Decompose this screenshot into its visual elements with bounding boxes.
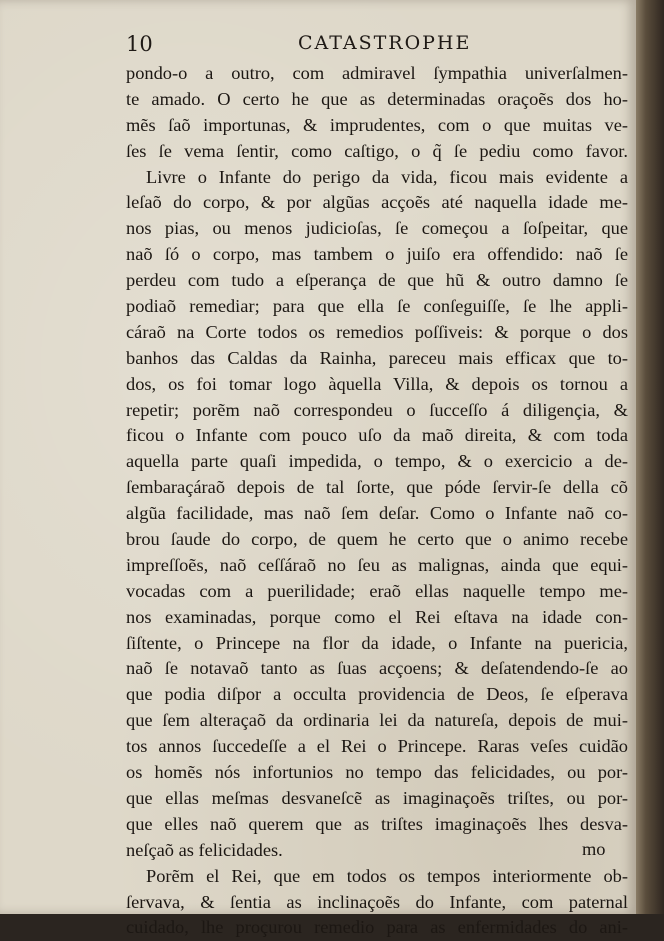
text-line: naõ ſe notavaõ tanto as ſuas acçoens; & deſatendendo-ſe ao xyxy=(126,658,628,679)
text-line: brou ſaude do corpo, de quem he certo que o animo recebe xyxy=(126,529,628,550)
text-line: mẽs ſaõ importunas, & imprudentes, com o que muitas ve- xyxy=(126,114,628,135)
text-line: leſaõ do corpo, & por algũas acçoẽs até naquella idade me- xyxy=(126,192,628,213)
text-line: que elles naõ querem que as triſtes imaginaçoẽs lhes desva- xyxy=(126,813,628,834)
text-line: repetir; porẽm naõ correspondeu o ſucceſſo á diligençia, & xyxy=(126,399,628,420)
text-line: dos, os foi tomar logo àquella Villa, & depois os tornou a xyxy=(126,373,628,394)
text-line: te amado. O certo he que as determinadas oraçoẽs dos ho- xyxy=(126,88,628,109)
text-line: cuidado, lhe proçurou remedio para as enfermidades do ani- xyxy=(126,917,628,938)
body-text xyxy=(126,61,628,941)
text-line: ſiſtente, o Princepe na flor da idade, o Infante na puericia, xyxy=(126,632,628,653)
text-line: naõ ſó o corpo, mas tambem o juiſo era offendido: naõ ſe xyxy=(126,244,628,265)
running-title: CATASTROPHE xyxy=(298,32,472,54)
page-number: 10 xyxy=(126,32,153,56)
text-line: Livre o Infante do perigo da vida, ficou mais evidente a xyxy=(146,166,628,187)
catchword: mo xyxy=(582,839,606,859)
text-line: que podia diſpor a occulta providencia de Deos, ſe eſperava xyxy=(126,684,628,705)
text-line: ficou o Infante com pouco uſo da maõ direita, & com toda xyxy=(126,425,628,446)
text-line: impreſſoẽs, naõ ceſſáraõ no ſeu as malignas, ainda que equi- xyxy=(126,554,628,575)
text-line: nos examinadas, porque como el Rei eſtava na idade con- xyxy=(126,606,628,627)
text-line: nos pias, ou menos judicioſas, ſe começou a ſoſpeitar, que xyxy=(126,218,628,239)
text-line: podiaõ remediar; para que ella ſe conſeguiſſe, ſe lhe appli- xyxy=(126,296,628,317)
text-line: aquella parte quaſi impedida, o tempo, & o exercicio a de- xyxy=(126,451,628,472)
text-line: ſembaraçáraõ depois de tal ſorte, que póde ſervir-ſe della cõ xyxy=(126,477,628,498)
text-line: que ſem alteraçaõ da ordinaria lei da natureſa, depois de mui- xyxy=(126,710,628,731)
text-line: ſervava, & ſentia as inclinaçoẽs do Infante, com paternal xyxy=(126,891,628,912)
text-line: vocadas com a puerilidade; eraõ ellas naquelle tempo me- xyxy=(126,580,628,601)
text-line: Porẽm el Rei, que em todos os tempos interiormente ob- xyxy=(146,865,628,886)
text-line: cáraõ na Corte todos os remedios poſſiveis: & porque o dos xyxy=(126,321,628,342)
page-header xyxy=(126,30,606,60)
text-line: pondo-o a outro, com admiravel ſympathia univerſalmen- xyxy=(126,63,628,83)
book-binding-edge xyxy=(636,0,664,914)
text-line: banhos das Caldas da Rainha, pareceu mais efficax que to- xyxy=(126,347,628,368)
text-line: perdeu com tudo a eſperança de que hũ & outro damno ſe xyxy=(126,270,628,291)
text-line: tos annos ſuccedeſſe a el Rei o Princepe. Raras veſes cuidão xyxy=(126,736,628,757)
text-line: ſes ſe vema ſentir, como caſtigo, o q̃ ſe pediu como favor. xyxy=(126,140,628,161)
text-line: algũa facilidade, mas naõ ſem deſar. Como o Infante naõ co- xyxy=(126,503,628,524)
text-line: os homẽs nós infortunios no tempo das felicidades, ou por- xyxy=(126,762,628,783)
text-line: que ellas meſmas desvaneſcẽ as imaginaçoẽs triſtes, ou por- xyxy=(126,787,628,808)
text-line: neſçaõ as felicidades. xyxy=(126,839,283,860)
